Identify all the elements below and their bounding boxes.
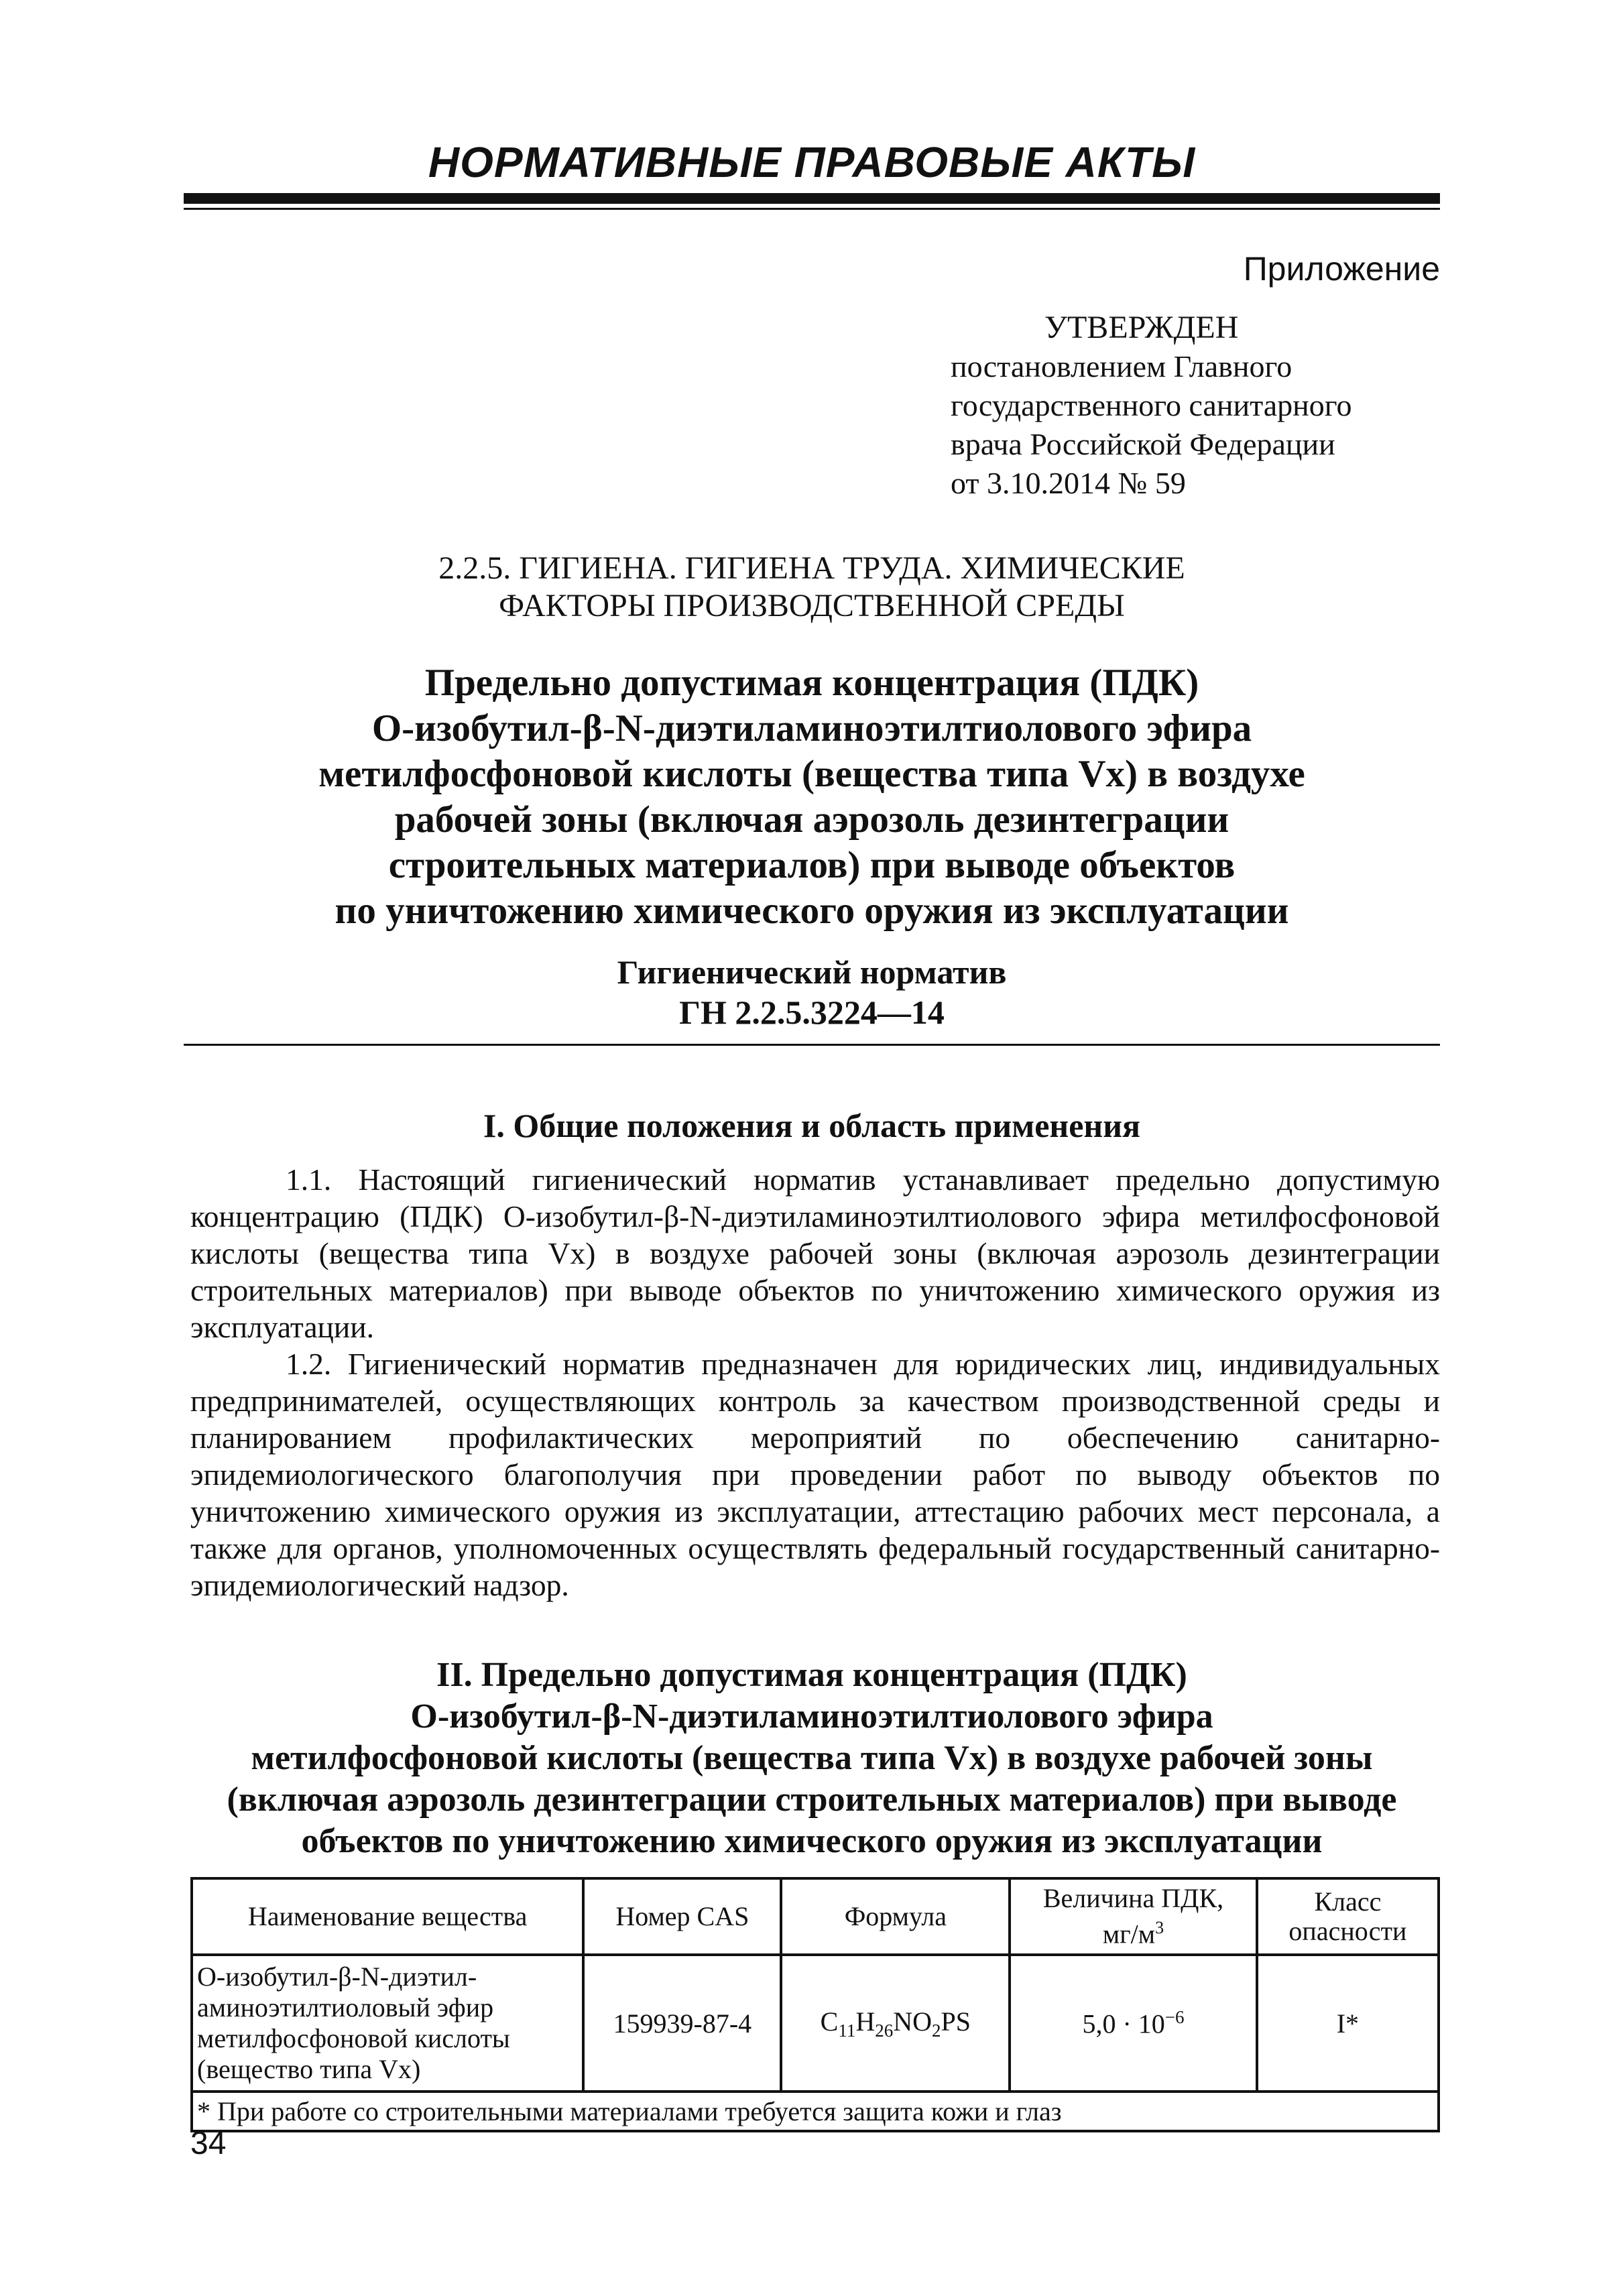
header-pdk-value: [1010, 1878, 1257, 1955]
table-footnote: * При работе со строительными материалами требуется защита кожи и глаз: [192, 2092, 1439, 2131]
section2-heading-line: объектов по уничтожению химического оружия из эксплуатации: [301, 1822, 1323, 1860]
cas-number-cell: 159939-87-4: [583, 1955, 781, 2092]
substance-name-cell: О-изобутил-β-N-диэтил- аминоэтилтиоловый эфир метилфосфоновой кислоты (вещество типа Vx): [192, 1955, 583, 2092]
section2-heading-line: метилфосфоновой кислоты (вещества типа Vx) в воздухе рабочей зоны: [251, 1739, 1373, 1777]
title-line: строительных материалов) при выводе объектов: [388, 844, 1236, 886]
section2-heading-line: II. Предельно допустимая концентрация (ПДК): [436, 1656, 1187, 1694]
page-number: 34: [190, 2126, 227, 2161]
paragraph-1-1: 1.1. Настоящий гигиенический норматив устанавливает предельно допустимую концентрацию (ПДК) О-изобутил-β-N-диэтиламиноэтилтиолового эфира метилфосфоновой кислоты (вещества типа Vx) в воздухе рабочей зоны (включая аэрозоль дезинтеграции строительных материалов) при выводе объектов по уничтожению химического оружия из эксплуатации.: [190, 1162, 1440, 1344]
section-code-line: 2.2.5. ГИГИЕНА. ГИГИЕНА ТРУДА. ХИМИЧЕСКИЕ: [438, 550, 1185, 586]
journal-section-title: НОРМАТИВНЫЕ ПРАВОВЫЕ АКТЫ: [428, 138, 1196, 186]
approval-block: [951, 308, 1460, 503]
title-line: О-изобутил-β-N-диэтиламиноэтилтиолового эфира: [371, 707, 1252, 749]
approval-line: государственного санитарного: [951, 388, 1352, 422]
header-formula: Формула: [781, 1878, 1010, 1955]
header-cas-number: Номер CAS: [583, 1878, 781, 1955]
hazard-class-cell: I*: [1257, 1955, 1439, 2092]
approval-heading: УТВЕРЖДЕН: [1044, 310, 1239, 345]
section2-heading: [184, 1654, 1440, 1862]
header-rule-thick: [184, 193, 1440, 204]
appendix-label: Приложение: [1243, 250, 1440, 288]
header-pdk-label: Величина ПДК,: [1042, 1883, 1224, 1914]
formula-cell: $C_{11}H_{26}NO_2PS$: [781, 1955, 1010, 2092]
paragraph-1-2: 1.2. Гигиенический норматив предназначен для юридических лиц, индивидуальных предпринимателей, осуществляющих контроль за качеством производственной среды и планированием профилактических мероприятий по обеспечению санитарно-эпидемиологического благополучия при проведении работ по выводу объектов по уничтожению химического оружия из эксплуатации, аттестацию рабочих мест персонала, а также для органов, уполномоченных осуществлять федеральный государственный санитарно-эпидемиологический надзор.: [190, 1347, 1440, 1602]
table-footnote-row: [192, 2092, 1439, 2131]
section1-heading: I. Общие положения и область применения: [483, 1107, 1141, 1144]
title-line: рабочей зоны (включая аэрозоль дезинтеграции: [394, 798, 1229, 841]
section-code-line: ФАКТОРЫ ПРОИЗВОДСТВЕННОЙ СРЕДЫ: [499, 588, 1125, 623]
header-substance-name: Наименование вещества: [192, 1878, 583, 1955]
pdk-value-cell: $5,0 \cdot 10^{-6}$: [1010, 1955, 1257, 2092]
section-code: [184, 550, 1440, 625]
header-hazard-label: опасности: [1288, 1916, 1407, 1946]
hygienic-norm: [184, 952, 1440, 1032]
title-line: Предельно допустимая концентрация (ПДК): [424, 662, 1199, 704]
norm-label: Гигиенический норматив: [617, 953, 1007, 991]
title-line: метилфосфоновой кислоты (вещества типа Vx) в воздухе: [318, 753, 1305, 795]
pdk-table: [190, 1877, 1440, 2132]
header-hazard-class: [1257, 1878, 1439, 1955]
table-row: [192, 1955, 1439, 2092]
section2-heading-line: О-изобутил-β-N-диэтиламиноэтилтиолового эфира: [410, 1697, 1213, 1736]
norm-code: ГН 2.2.5.3224—14: [679, 993, 945, 1031]
header-pdk-unit: $мг/м^3$: [1102, 1918, 1164, 1949]
header-hazard-label: Класс: [1314, 1886, 1382, 1917]
header-rule-thin: [184, 208, 1440, 210]
approval-line: врача Российской Федерации: [951, 427, 1335, 461]
section2-heading-line: (включая аэрозоль дезинтеграции строительных материалов) при выводе: [227, 1780, 1397, 1819]
document-title: [184, 660, 1440, 934]
approval-line: постановлением Главного: [951, 349, 1293, 383]
approval-date: от 3.10.2014 № 59: [951, 466, 1186, 500]
title-line: по уничтожению химического оружия из эксплуатации: [335, 890, 1289, 932]
norm-divider: [184, 1044, 1440, 1046]
table-header-row: [192, 1878, 1439, 1955]
